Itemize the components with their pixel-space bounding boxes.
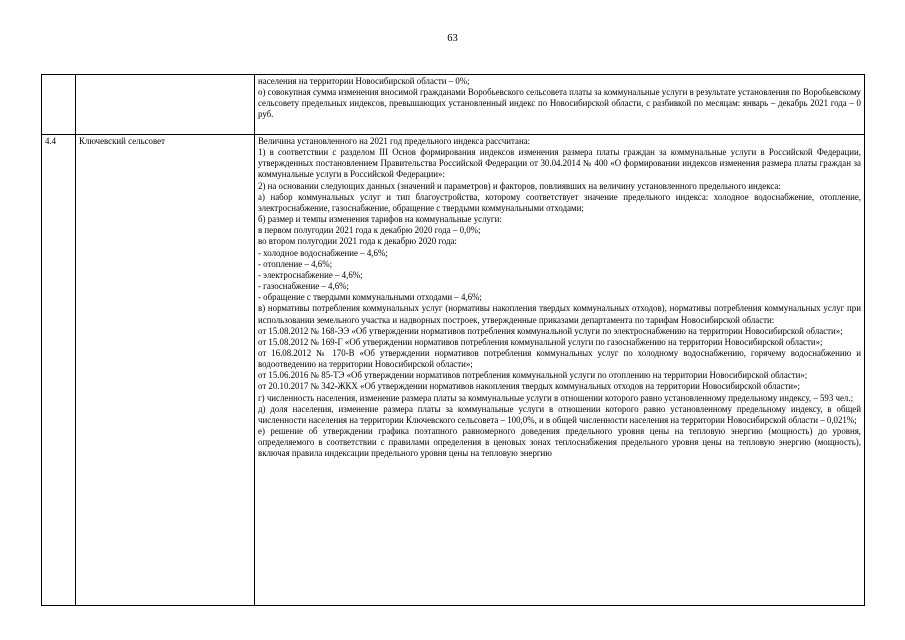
- paragraph: - газоснабжение – 4,6%;: [258, 281, 350, 292]
- paragraph: - обращение с твердыми коммунальными отходами – 4,6%;: [258, 292, 482, 303]
- paragraph: во втором полугодии 2021 года к декабрю 2020 года:: [258, 236, 457, 247]
- document-table: [41, 74, 865, 606]
- table-row: [42, 75, 865, 135]
- paragraph: от 15.06.2016 № 85-ТЭ «Об утверждении нормативов потребления коммунальной услуги по отоплению на территории Новосибирской области»;: [258, 370, 808, 381]
- paragraph: от 15.08.2012 № 169-Г «Об утверждении нормативов потребления коммунальной услуги по газоснабжению на территории Новосибирской области»;: [258, 336, 823, 347]
- paragraph: 1) в соответствии с разделом III Основ формирования индексов изменения размера платы граждан за коммунальные услуги в Российской Федерации, утвержденных постановлением Правительства Российской Федерации от 30.04.2014 № 400 «О формировании индексов изменения размера платы граждан за коммунальные услуги в Российской Федерации»:: [258, 147, 861, 180]
- paragraph: от 15.08.2012 № 168-ЭЭ «Об утверждении нормативов потребления коммунальной услуги по электроснабжению на территории Новосибирской области»;: [258, 325, 843, 336]
- paragraph: от 20.10.2017 № 342-ЖКХ «Об утверждении нормативов накопления твердых коммунальных отходов на территории Новосибирской области»;: [258, 381, 800, 392]
- row-name-cell: [76, 75, 255, 135]
- paragraph: Величина установленного на 2021 год предельного индекса рассчитана:: [258, 136, 531, 146]
- paragraph: - холодное водоснабжение – 4,6%;: [258, 247, 388, 258]
- paragraph: - электроснабжение – 4,6%;: [258, 269, 363, 280]
- paragraph: населения на территории Новосибирской области – 0%;: [258, 76, 470, 86]
- paragraph: - отопление – 4,6%;: [258, 258, 333, 269]
- paragraph: от 16.08.2012 № 170-В «Об утверждении нормативов потребления коммунальных услуг по холодному водоснабжению, горячему водоснабжению и водоотведению на территории Новосибирской области»;: [258, 347, 861, 370]
- row-text-cell: [255, 135, 865, 606]
- row-number-cell: [42, 75, 76, 135]
- table-row: [42, 135, 865, 606]
- paragraph: д) доля населения, изменение размера платы за коммунальные услуги в отношении которого равно установленному предельному индексу, в общей численности населения на территории Ключевского сельсовета – 100,0%, и в общей численности населения на территории Новосибирской области – 0,021%;: [258, 403, 861, 425]
- paragraph: а) набор коммунальных услуг и тип благоустройства, которому соответствует значение предельного индекса: холодное водоснабжение, отопление, электроснабжение, газоснабжение, обращение с твердыми коммунальными отходами;: [258, 191, 861, 213]
- paragraph: в) нормативы потребления коммунальных услуг (нормативы накопления твердых коммунальных отходов), нормативы потребления коммунальных услуг при использовании земельного участка и надворных построек, утвержденные приказами департамента по тарифам Новосибирской области:: [258, 303, 861, 325]
- page-number: 63: [447, 33, 458, 44]
- row-text-cell: [255, 75, 865, 135]
- paragraph: о) совокупная сумма изменения вносимой гражданами Воробьевского сельсовета платы за коммунальные услуги в результате установления по Воробьевскому сельсовету предельных индексов, превышающих установленный индекс по Новосибирской области, с разбивкой по месяцам: январь – декабрь 2021 года – 0 руб.: [258, 87, 861, 120]
- paragraph: г) численность населения, изменение размера платы за коммунальные услуги в отношении которого равно установленному предельному индексу, – 593 чел.;: [258, 392, 854, 403]
- paragraph: е) решение об утверждении графика поэтапного равномерного доведения предельного уровня цены на тепловую энергию (мощность) до уровня, определяемого в соответствии с правилами определения в ценовых зонах теплоснабжения предельного уровня цены на тепловую энергию (мощность), включая правила индексации предельного уровня цены на тепловую энергию: [258, 426, 861, 459]
- row-number-cell: 4.4: [42, 135, 76, 606]
- paragraph: в первом полугодии 2021 года к декабрю 2020 года – 0,0%;: [258, 225, 481, 236]
- paragraph: 2) на основании следующих данных (значений и параметров) и факторов, повлиявших на величину установленного предельного индекса:: [258, 180, 781, 191]
- row-name-cell: Ключевский сельсовет: [76, 135, 255, 606]
- paragraph: б) размер и темпы изменения тарифов на коммунальные услуги:: [258, 214, 502, 225]
